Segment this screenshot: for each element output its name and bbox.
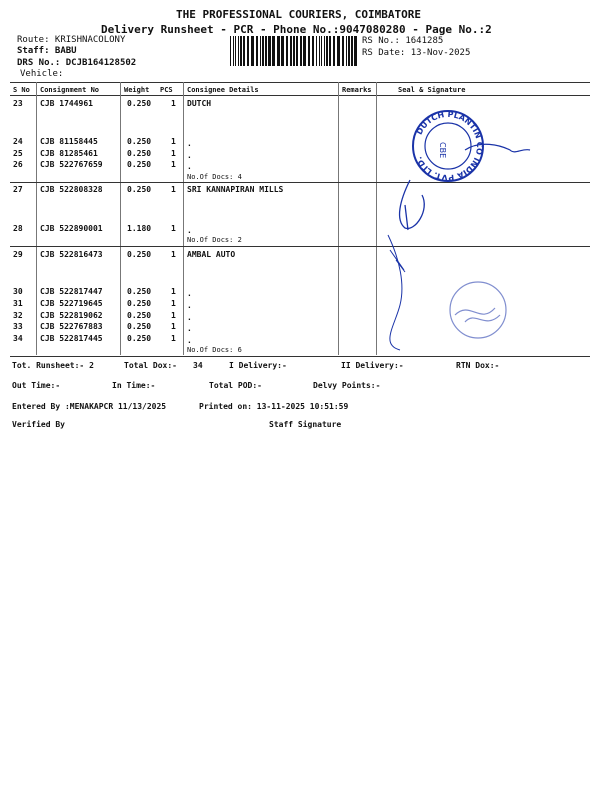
row-sno: 27: [13, 185, 23, 194]
seal-and-signatures: [360, 110, 540, 360]
row-sno: 34: [13, 334, 23, 343]
col-seal: Seal & Signature: [398, 86, 466, 94]
barcode-bar: [272, 36, 275, 66]
row-pcs: 1: [171, 299, 176, 308]
row-consignee: .: [187, 324, 192, 333]
row-sno: 29: [13, 250, 23, 259]
row-consignment: CJB 522817445: [40, 334, 103, 343]
row-consignment: CJB 522819062: [40, 311, 103, 320]
row-consignment: CJB 522890001: [40, 224, 103, 233]
barcode-bar: [251, 36, 254, 66]
row-consignee: .: [187, 151, 192, 160]
row-consignment: CJB 81158445: [40, 137, 98, 146]
company-name: THE PROFESSIONAL COURIERS, COIMBATORE: [176, 8, 422, 21]
barcode-bar: [256, 36, 258, 66]
barcode-bar: [312, 36, 314, 66]
row-weight: 0.250: [127, 160, 152, 169]
barcode-bar: [281, 36, 284, 66]
row-pcs: 1: [171, 224, 176, 233]
row-weight: 0.250: [127, 99, 152, 108]
total-pod: Total POD:-: [209, 381, 262, 390]
row-weight: 0.250: [127, 287, 152, 296]
staff-signature: Staff Signature: [269, 420, 342, 429]
barcode-bar: [319, 36, 320, 66]
col-pcs: PCS: [160, 86, 173, 94]
barcode-bar: [326, 36, 328, 66]
row-pcs: 1: [171, 185, 176, 194]
row-sno: 28: [13, 224, 23, 233]
row-pcs: 1: [171, 160, 176, 169]
row-consignee: .: [187, 336, 192, 345]
barcode-bar: [230, 36, 231, 66]
barcode-bar: [268, 36, 271, 66]
row-pcs: 1: [171, 250, 176, 259]
row-consignee: AMBAL AUTO: [187, 250, 236, 259]
col-remarks: Remarks: [342, 86, 372, 94]
row-consignment: CJB 1744961: [40, 99, 93, 108]
row-consignee: .: [187, 139, 192, 148]
in-time: In Time:-: [112, 381, 156, 390]
row-consignment: CJB 522719645: [40, 299, 103, 308]
row-consignee: .: [187, 289, 192, 298]
row-pcs: 1: [171, 287, 176, 296]
row-sno: 23: [13, 99, 23, 108]
barcode-bar: [337, 36, 340, 66]
row-weight: 0.250: [127, 185, 152, 194]
row-pcs: 1: [171, 334, 176, 343]
col-consignee: Consignee Details: [187, 86, 259, 94]
delvy-points: Delvy Points:-: [313, 381, 381, 390]
row-consignment: CJB 522767659: [40, 160, 103, 169]
faint-stamp: [450, 282, 506, 338]
row-consignment: CJB 522816473: [40, 250, 103, 259]
signature-scribble-4: [390, 250, 405, 272]
barcode-bar: [346, 36, 347, 66]
rs-number: RS No.: 1641285: [362, 36, 444, 46]
col-weight: Weight: [124, 86, 150, 94]
rtn-dox: RTN Dox:-: [456, 361, 500, 370]
row-sno: 26: [13, 160, 23, 169]
row-consignment: CJB 81285461: [40, 149, 98, 158]
entered-by: Entered By :MENAKAPCR 11/13/2025: [12, 402, 167, 411]
barcode-bar: [240, 36, 242, 66]
barcode-bar: [342, 36, 344, 66]
barcode-bar: [286, 36, 288, 66]
row-sno: 24: [13, 137, 23, 146]
barcode-bar: [348, 36, 350, 66]
row-consignee: .: [187, 226, 192, 235]
row-consignee: .: [187, 162, 192, 171]
row-pcs: 1: [171, 311, 176, 320]
row-sno: 31: [13, 299, 23, 308]
docs-count: No.Of Docs: 6: [187, 346, 242, 354]
signature-scribble-3: [388, 235, 402, 350]
row-pcs: 1: [171, 149, 176, 158]
row-consignee: .: [187, 301, 192, 310]
docs-count: No.Of Docs: 4: [187, 173, 242, 181]
verified-by: Verified By: [12, 420, 65, 429]
barcode-bar: [243, 36, 245, 66]
row-sno: 25: [13, 149, 23, 158]
row-weight: 0.250: [127, 137, 152, 146]
signature-scribble-2: [400, 180, 425, 230]
row-consignment: CJB 522767883: [40, 322, 103, 331]
seal-text: DUTCH PLANTIN CO INDIA PVT. LTD.: [414, 110, 485, 183]
row-weight: 0.250: [127, 311, 152, 320]
barcode-bar: [238, 36, 239, 66]
row-weight: 0.250: [127, 334, 152, 343]
row-consignment: CJB 522817447: [40, 287, 103, 296]
row-pcs: 1: [171, 322, 176, 331]
barcode-bar: [247, 36, 249, 66]
barcode-bar: [316, 36, 317, 66]
docs-count: No.Of Docs: 2: [187, 236, 242, 244]
staff-label: Staff: BABU: [17, 46, 77, 56]
barcode-bar: [321, 36, 322, 66]
row-consignment: CJB 522808328: [40, 185, 103, 194]
row-sno: 30: [13, 287, 23, 296]
total-dox-label: Total Dox:-: [124, 361, 177, 370]
barcode-bar: [262, 36, 264, 66]
barcode-bar: [260, 36, 261, 66]
row-consignee: .: [187, 313, 192, 322]
runsheet-title: Delivery Runsheet - PCR - Phone No.:9047080280 - Page No.:2: [101, 23, 492, 36]
barcode-bar: [351, 36, 353, 66]
row-sno: 33: [13, 322, 23, 331]
row-weight: 0.250: [127, 322, 152, 331]
col-sno: S No: [13, 86, 30, 94]
seal-center-text: CBE: [438, 142, 447, 159]
barcode-bar: [300, 36, 302, 66]
barcode-bar: [296, 36, 298, 66]
barcode-bar: [354, 36, 357, 66]
row-weight: 0.250: [127, 299, 152, 308]
route-label: Route: KRISHNACOLONY: [17, 35, 126, 45]
row-weight: 0.250: [127, 250, 152, 259]
barcode-bar: [308, 36, 310, 66]
row-consignee: DUTCH: [187, 99, 212, 108]
barcode-bar: [329, 36, 331, 66]
barcode-bar: [293, 36, 295, 66]
barcode-bar: [277, 36, 280, 66]
row-pcs: 1: [171, 137, 176, 146]
total-runsheet: Tot. Runsheet:- 2: [12, 361, 94, 370]
drs-number: DRS No.: DCJB164128502: [17, 58, 137, 68]
total-dox-value: 34: [193, 361, 203, 370]
col-consignment: Consignment No: [40, 86, 100, 94]
barcode-bar: [265, 36, 267, 66]
row-sno: 32: [13, 311, 23, 320]
barcode-bar: [333, 36, 335, 66]
row-weight: 1.180: [127, 224, 152, 233]
barcode-bar: [233, 36, 234, 66]
printed-on: Printed on: 13-11-2025 10:51:59: [199, 402, 349, 411]
barcode-bar: [324, 36, 325, 66]
barcode-bar: [235, 36, 236, 66]
ii-delivery: II Delivery:-: [341, 361, 404, 370]
out-time: Out Time:-: [12, 381, 61, 390]
barcode-bar: [303, 36, 306, 66]
barcode-bar: [290, 36, 292, 66]
row-pcs: 1: [171, 99, 176, 108]
row-weight: 0.250: [127, 149, 152, 158]
rs-date: RS Date: 13-Nov-2025: [362, 48, 471, 58]
i-delivery: I Delivery:-: [229, 361, 287, 370]
vehicle-label: Vehicle:: [20, 69, 64, 79]
barcode-image: [230, 36, 358, 66]
row-consignee: SRI KANNAPIRAN MILLS: [187, 185, 284, 194]
